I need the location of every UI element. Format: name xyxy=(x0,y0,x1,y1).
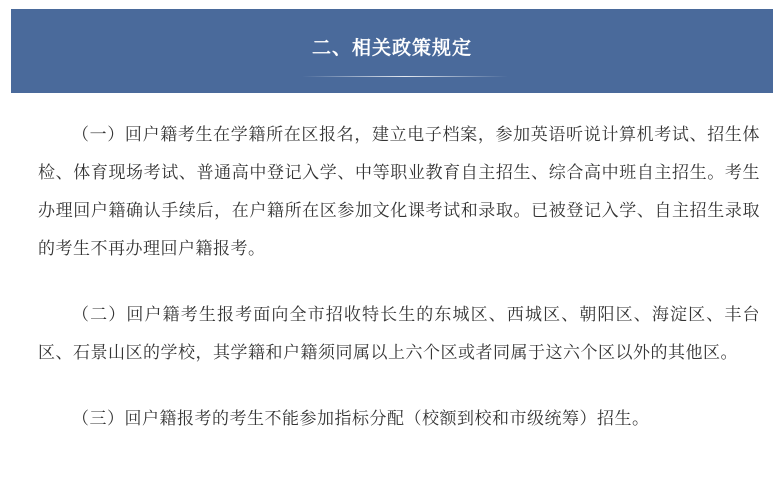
policy-paragraph-1: （一）回户籍考生在学籍所在区报名，建立电子档案，参加英语听说计算机考试、招生体检、体育现场考试、普通高中登记入学、中等职业教育自主招生、综合高中班自主招生。考生办理回户籍确认手续后，在户籍所在区参加文化课考试和录取。已被登记入学、自主招生录取的考生不再办理回户籍报考。 xyxy=(38,125,760,259)
policy-paragraph-3: （三）回户籍报考的考生不能参加指标分配（校额到校和市级统筹）招生。 xyxy=(72,409,650,429)
policy-paragraph-2: （二）回户籍考生报考面向全市招收特长生的东城区、西城区、朝阳区、海淀区、丰台区、石景山区的学校，其学籍和户籍须同属以上六个区或者同属于这六个区以外的其他区。 xyxy=(38,305,760,363)
title-divider xyxy=(302,76,508,77)
section-header xyxy=(11,9,773,93)
section-title: 二、相关政策规定 xyxy=(311,37,472,59)
article-body xyxy=(38,116,760,438)
